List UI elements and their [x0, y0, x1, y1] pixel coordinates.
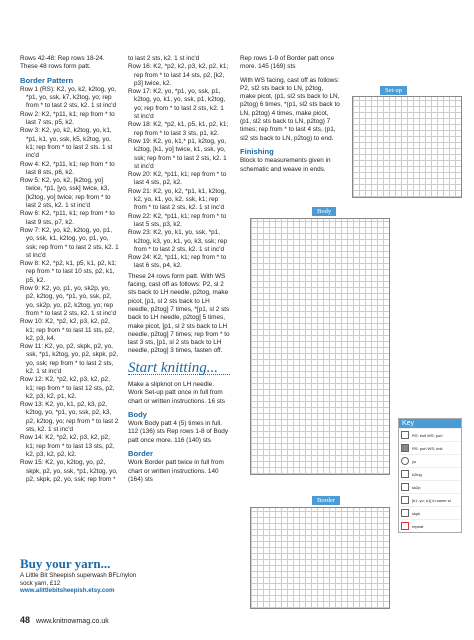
- chart-key: [398, 418, 462, 533]
- yarn-link[interactable]: www.alittlebitsheepish.etsy.com: [20, 587, 115, 594]
- row-text: Row 11: K2, yo, p2, skpk, p2, yo, ssk, *p1, k2tog, yo, p2, skpk, p2, yo, ssk; rep from * to last 2 sts, k2. 1 st inc'd: [20, 343, 119, 375]
- border-chart: [250, 507, 390, 609]
- repeat-symbol-icon: [401, 522, 409, 530]
- sk2p-symbol-icon: [401, 483, 409, 491]
- page-footer: [20, 615, 109, 625]
- border-pattern-heading: Border Pattern: [20, 75, 74, 85]
- row-text: Row 10: K2, *p2, k2, p3, k2, p2, k1; rep from * to last 11 sts, p2, k2, p3, k4.: [20, 318, 114, 342]
- key-item: [399, 454, 461, 467]
- row-text: Row 7: K2, yo, k2, k2tog, yo, p1, yo, ssk, k1, k2tog, yo, p1, yo, ssk; rep from * to last 2 sts, k2. 1 st inc'd: [20, 226, 119, 259]
- row-text: Row 6: K2, *p11, k1; rep from * to last 9 sts, p7, k2.: [20, 210, 115, 226]
- intro-text: Rows 42-48: Rep rows 18-24. These 48 rows form patt.: [20, 55, 105, 71]
- inc-symbol-icon: [401, 496, 409, 504]
- start-knitting-heading: Start knitting...: [128, 364, 230, 375]
- key-item: [399, 480, 461, 493]
- row-text: to last 2 sts, k2. 1 st inc'd: [128, 55, 200, 62]
- column-3: [240, 55, 340, 179]
- row-text: Row 20: K2, *p11, k1; rep from * to last 4 sts, p2, k2.: [128, 171, 227, 187]
- skpk-symbol-icon: [401, 509, 409, 517]
- key-label: repeat: [412, 523, 424, 529]
- key-label: [k1, yo, k1] in same st: [412, 497, 451, 503]
- key-title: Key: [399, 419, 461, 428]
- row-text: Row 19: K2, yo, k1,* p1, k2tog, yo, k2tog, [k1, yo] twice, k1, ssk, yo, ssk; rep from * to last 2 sts, k2. 1 st inc'd: [128, 137, 227, 170]
- row-text: Row 21: K2, yo, k2, *p1, k1, k2tog, k2, yo, k1, yo, k2, ssk, k1; rep from * to last 2 sts, k2. 1 st inc'd: [128, 187, 227, 212]
- yarn-desc: A Little Bit Sheepish superwash BFL/nylon sock yarn, £12: [20, 572, 137, 587]
- key-label: yo: [412, 458, 417, 464]
- row-text: Row 18: K2, *p2, k1, p5, k1, p2, k1; rep from * to last 3 sts, p1, k2.: [128, 121, 229, 137]
- row-text: Row 4: K2, *p11, k1; rep from * to last 8 sts, p6, k2.: [20, 160, 115, 176]
- key-item: [399, 506, 461, 519]
- row-text: Row 1 (RS): K2, yo, k2, k2tog, yo, *p1, yo, ssk, k7, k2tog, yo; rep from * to last 2 sts, k2. 1 st inc'd: [20, 85, 117, 110]
- key-item: [399, 519, 461, 532]
- finishing-text: Block to measurements given in schematic and weave in ends.: [240, 157, 331, 173]
- body-chart-label: Body: [312, 207, 336, 216]
- border-text: Work Border patt twice in full from chart or written instructions. 140 (164) sts: [128, 459, 224, 483]
- key-item: [399, 493, 461, 506]
- border-rep-text: Rep rows 1-9 of Border patt once more. 145 (169) sts: [240, 55, 335, 71]
- setup-chart-label: Set-up: [380, 86, 407, 95]
- key-label: RS: purl WS: knit: [412, 445, 443, 451]
- site-url[interactable]: www.knitnowmag.co.uk: [36, 618, 109, 625]
- key-label: RS: knit WS: purl: [412, 432, 443, 438]
- row-text: Row 14: K2, *p2, k2, p3, k2, p2, k1; rep from * to last 13 sts, p2, k2, p3, k2, p2, k2.: [20, 434, 115, 458]
- row-text: Row 15: K2, yo, k2tog, yo, p2, skpk, p2, yo, ssk, *p1, k2tog, yo, p2, skpk, p2, yo, ssk; rep from *: [20, 459, 118, 483]
- start-text: Make a slipknot on LH needle. Work Set-up patt once in full from chart or written instructions. 16 sts: [128, 380, 225, 405]
- yo-symbol-icon: [401, 457, 409, 465]
- cast-off-instructions: With WS facing, cast off as follows: P2, sl2 sts back to LN, p2tog, make picot, (p1, sl2 sts back to LN, p2tog) 6 times, *(p1, sl2 sts back to LN, p2tog) 4 times, make picot, (p1, sl2 sts back to LN, p2tog) 7 times; rep from * to last 4 sts, (p1, sl2 sts back to LN, p2tog) to end.: [240, 76, 340, 142]
- row-text: Row 12: K2, *p2, k2, p3, k2, p2, k1; rep from * to last 12 sts, p2, k2, p3, k2, p1, k2.: [20, 376, 115, 400]
- key-label: skpk: [412, 510, 421, 516]
- yarn-box: [20, 556, 140, 594]
- row-text: Row 13: K2, yo, k1, p2, k3, p2, k2tog, yo, *p1, yo, ssk, p2, k3, p2, k2tog, yo; rep from * to last 2 sts, k2. 1 st inc'd: [20, 401, 119, 434]
- column-2: [128, 55, 230, 489]
- k2tog-symbol-icon: [401, 470, 409, 478]
- row-text: Row 22: K2, *p11, k1; rep from * to last 5 sts, p3, k2.: [128, 212, 227, 228]
- key-item: [399, 428, 461, 441]
- row-text: Row 23: K2, yo, k1, yo, ssk, *p1, k2tog, k3, yo, k1, yo, k3, ssk; rep from * to last 2 sts, k2. 1 st inc'd: [128, 229, 228, 253]
- key-item: [399, 467, 461, 480]
- key-label: k2tog: [412, 471, 422, 477]
- row-text: Row 24: K2, *p11, k1; rep from * to last 6 sts, p4, k2.: [128, 254, 227, 270]
- row-text: Row 17: K2, yo, *p1, yo, ssk, p1, k2tog, yo, k1, yo, ssk, p1, k2tog, yo; rep from * to last 2 sts, k2. 1 st inc'd: [128, 88, 226, 121]
- key-item: [399, 441, 461, 454]
- border-chart-label: Border: [312, 496, 340, 505]
- body-chart: [250, 218, 390, 475]
- knit-symbol-icon: [401, 431, 409, 439]
- row-text: Row 5: K2, yo, k2, [k2tog, yo] twice, *p1, [yo, ssk] twice, k3, [k2tog, yo] twice; rep from * to last 2 sts, k2. 1 st inc'd: [20, 177, 111, 210]
- row-text: Row 3: K2, yo, k2, k2tog, yo, k1, *p1, k1, yo, ssk, k5, k2tog, yo, k1; rep from * to last 2 sts. 1 st inc'd: [20, 127, 113, 160]
- yarn-title: Buy your yarn...: [20, 556, 111, 571]
- setup-chart: [352, 96, 462, 198]
- column-1: [20, 55, 120, 484]
- finishing-heading: Finishing: [240, 146, 274, 156]
- body-text: Work Body patt 4 (5) times in full. 112 (136) sts Rep rows 1-8 of Body patt once more. 116 (140) sts: [128, 420, 229, 444]
- purl-symbol-icon: [401, 444, 409, 452]
- border-rows: [20, 86, 120, 484]
- key-label: sk2p: [412, 484, 421, 490]
- row-text: Row 9: K2, yo, p1, yo, sk2p, yo, p2, k2tog, yo, *p1, yo, ssk, p2, yo, sk2p, yo, p2, k2tog, yo; rep from * to last 2 sts, k2. 1 st inc'd: [20, 285, 117, 317]
- row-text: Row 8: K2, *p2, k1, p5, k1, p2, k1; rep from * to last 10 sts, p2, k1, p5, k2.: [20, 260, 117, 284]
- border-heading: Border: [128, 449, 153, 459]
- row-text: Row 16: K2, *p2, k2, p3, k2, p2, k1; rep from * to last 14 sts, p2, [k2, p3] twice, k2.: [128, 63, 229, 87]
- cast-off-text: These 24 rows form patt. With WS facing, cast off as follows: P2, sl 2 sts back to LH needle, p2tog, make picot, [p1, sl 2 sts back to LH needle, p2tog] 7 times, *[p1, sl 2 sts back to LH needle, p2tog] 5 times, make picot, [p1, sl 2 sts back to LH needle, p2tog] 7 times; rep from * to last 3 sts, [p1, sl 2 sts back to LH needle, p2tog] 3 times, fasten off.: [128, 272, 230, 355]
- page-number: 48: [20, 615, 31, 625]
- row-text: Row 2: K2, *p11, k1; rep from * to last 7 sts, p5, k2.: [20, 110, 115, 127]
- body-heading: Body: [128, 409, 147, 419]
